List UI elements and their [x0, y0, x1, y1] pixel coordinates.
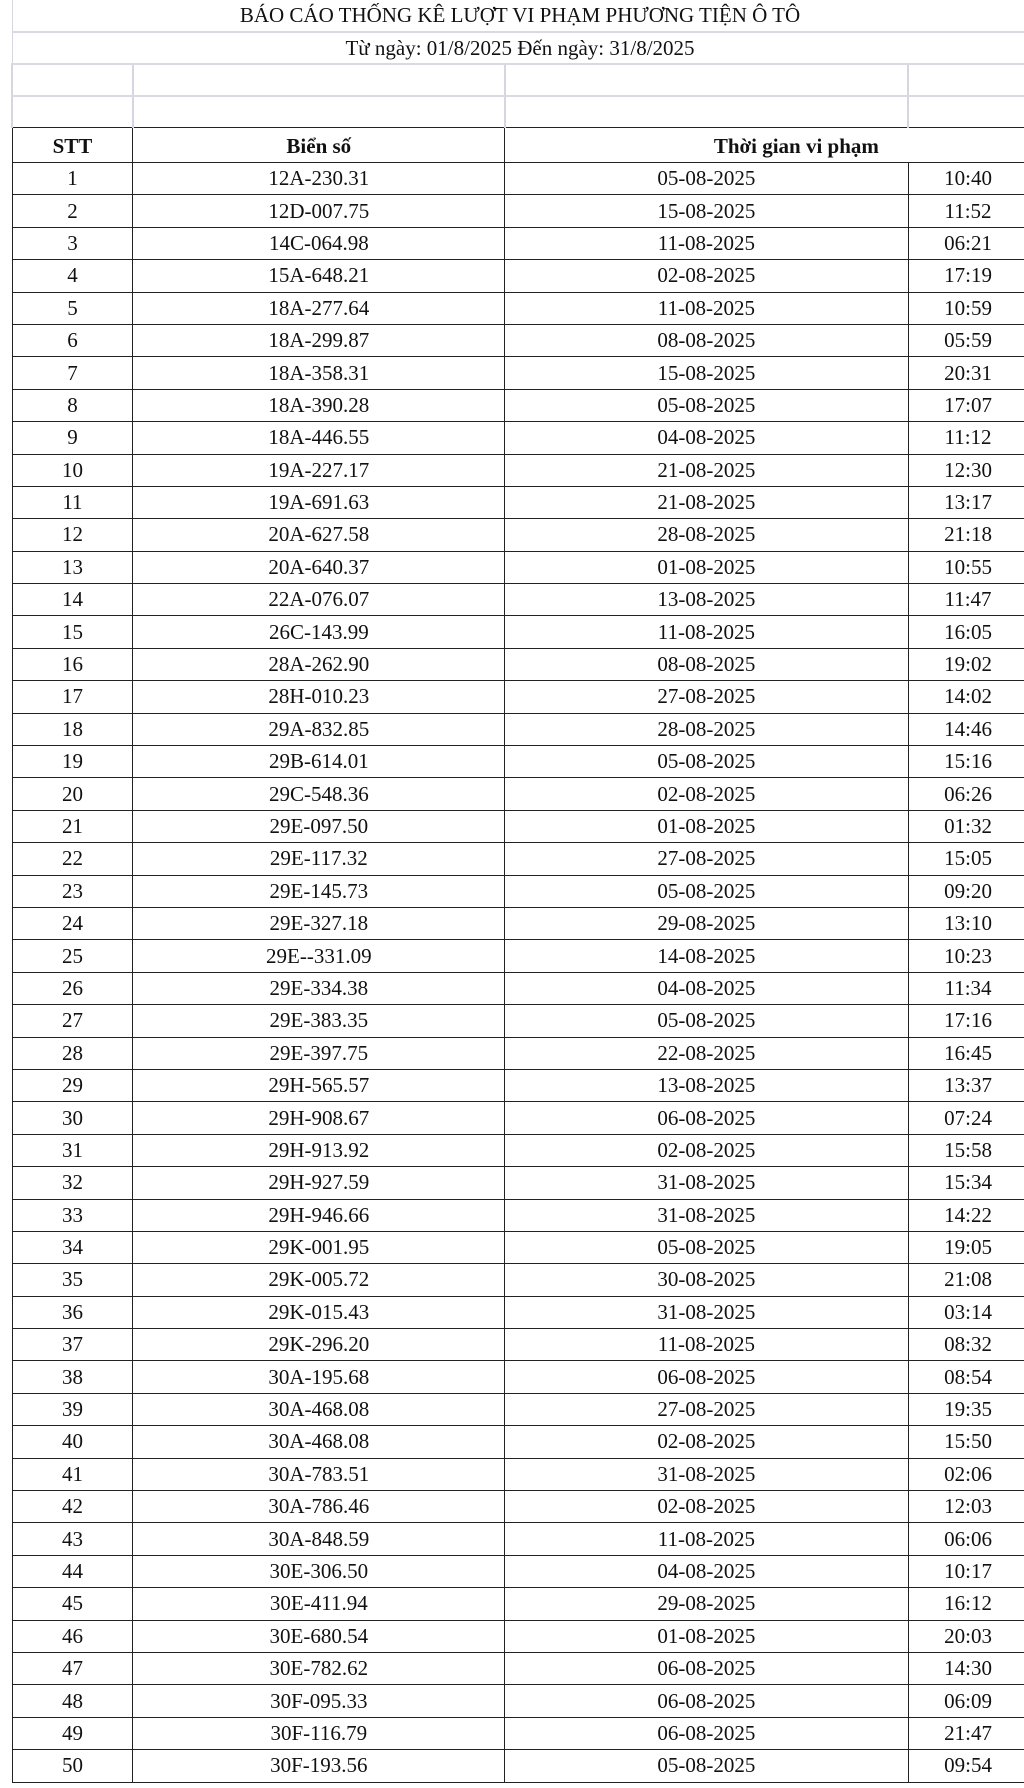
table-row	[12, 648, 1024, 680]
row-plate-cell[interactable]: 29E-334.38	[133, 972, 505, 1004]
table-row	[12, 1329, 1024, 1361]
row-stt-cell[interactable]: 23	[12, 875, 133, 907]
row-date-cell[interactable]: 06-08-2025	[505, 1361, 908, 1393]
table-row	[12, 1652, 1024, 1684]
row-time-cell[interactable]: 11:47	[908, 584, 1024, 616]
row-date-cell[interactable]: 02-08-2025	[505, 260, 908, 292]
row-plate-cell[interactable]: 18A-277.64	[133, 292, 505, 324]
row-time-cell[interactable]: 10:17	[908, 1555, 1024, 1587]
row-plate-cell[interactable]: 28H-010.23	[133, 681, 505, 713]
row-stt-cell[interactable]: 44	[12, 1555, 133, 1587]
table-row	[12, 227, 1024, 259]
row-plate-cell[interactable]: 29K-001.95	[133, 1231, 505, 1263]
row-date-cell[interactable]: 31-08-2025	[505, 1199, 908, 1231]
row-time-cell[interactable]: 11:34	[908, 972, 1024, 1004]
table-row	[12, 810, 1024, 842]
row-date-cell[interactable]: 04-08-2025	[505, 422, 908, 454]
table-row	[12, 1523, 1024, 1555]
row-time-cell[interactable]: 16:05	[908, 616, 1024, 648]
row-stt-cell[interactable]: 21	[12, 810, 133, 842]
blank-cell[interactable]	[505, 96, 908, 128]
row-stt-cell[interactable]: 46	[12, 1620, 133, 1652]
row-plate-cell[interactable]: 29H-565.57	[133, 1069, 505, 1101]
blank-cell[interactable]	[133, 96, 505, 128]
row-date-cell[interactable]: 14-08-2025	[505, 940, 908, 972]
row-stt-cell[interactable]: 45	[12, 1588, 133, 1620]
row-time-cell[interactable]: 17:07	[908, 389, 1024, 421]
row-plate-cell[interactable]: 20A-627.58	[133, 519, 505, 551]
row-plate-cell[interactable]: 30A-786.46	[133, 1491, 505, 1523]
row-plate-cell[interactable]: 30E-411.94	[133, 1588, 505, 1620]
row-time-cell[interactable]: 06:26	[908, 778, 1024, 810]
row-plate-cell[interactable]: 29C-548.36	[133, 778, 505, 810]
row-stt-cell[interactable]: 47	[12, 1652, 133, 1684]
row-date-cell[interactable]: 27-08-2025	[505, 1393, 908, 1425]
row-stt-cell[interactable]: 14	[12, 584, 133, 616]
row-plate-cell[interactable]: 29E-327.18	[133, 907, 505, 939]
row-time-cell[interactable]: 17:19	[908, 260, 1024, 292]
row-plate-cell[interactable]: 30A-783.51	[133, 1458, 505, 1490]
row-stt-cell[interactable]: 27	[12, 1005, 133, 1037]
row-plate-cell[interactable]: 30F-095.33	[133, 1685, 505, 1717]
row-stt-cell[interactable]: 20	[12, 778, 133, 810]
table-body	[12, 163, 1024, 1783]
table-row	[12, 551, 1024, 583]
row-time-cell[interactable]: 10:23	[908, 940, 1024, 972]
row-plate-cell[interactable]: 30E-306.50	[133, 1555, 505, 1587]
row-stt-cell[interactable]: 4	[12, 260, 133, 292]
row-plate-cell[interactable]: 29K-005.72	[133, 1264, 505, 1296]
row-date-cell[interactable]: 22-08-2025	[505, 1037, 908, 1069]
row-date-cell[interactable]: 28-08-2025	[505, 713, 908, 745]
row-date-cell[interactable]: 05-08-2025	[505, 163, 908, 195]
row-plate-cell[interactable]: 18A-299.87	[133, 324, 505, 356]
row-stt-cell[interactable]: 25	[12, 940, 133, 972]
table-row	[12, 1458, 1024, 1490]
table-row	[12, 584, 1024, 616]
row-time-cell[interactable]: 05:59	[908, 324, 1024, 356]
table-row	[12, 1361, 1024, 1393]
row-plate-cell[interactable]: 29H-913.92	[133, 1134, 505, 1166]
row-stt-cell[interactable]: 6	[12, 324, 133, 356]
table-row	[12, 1005, 1024, 1037]
row-plate-cell[interactable]: 26C-143.99	[133, 616, 505, 648]
row-stt-cell[interactable]: 39	[12, 1393, 133, 1425]
row-plate-cell[interactable]: 19A-227.17	[133, 454, 505, 486]
row-time-cell[interactable]: 07:24	[908, 1102, 1024, 1134]
header-stt: STT	[12, 128, 133, 163]
table-row	[12, 843, 1024, 875]
row-time-cell[interactable]: 02:06	[908, 1458, 1024, 1490]
blank-row	[12, 64, 1024, 96]
row-stt-cell[interactable]: 5	[12, 292, 133, 324]
row-time-cell[interactable]: 14:02	[908, 681, 1024, 713]
row-time-cell[interactable]: 21:18	[908, 519, 1024, 551]
row-plate-cell[interactable]: 28A-262.90	[133, 648, 505, 680]
row-plate-cell[interactable]: 29E-397.75	[133, 1037, 505, 1069]
row-time-cell[interactable]: 11:52	[908, 195, 1024, 227]
row-time-cell[interactable]: 09:54	[908, 1750, 1024, 1782]
row-date-cell[interactable]: 02-08-2025	[505, 778, 908, 810]
row-stt-cell[interactable]: 16	[12, 648, 133, 680]
row-plate-cell[interactable]: 29E--331.09	[133, 940, 505, 972]
row-time-cell[interactable]: 06:06	[908, 1523, 1024, 1555]
row-plate-cell[interactable]: 18A-358.31	[133, 357, 505, 389]
row-plate-cell[interactable]: 14C-064.98	[133, 227, 505, 259]
row-plate-cell[interactable]: 29A-832.85	[133, 713, 505, 745]
row-date-cell[interactable]: 30-08-2025	[505, 1264, 908, 1296]
row-time-cell[interactable]: 15:58	[908, 1134, 1024, 1166]
table-row	[12, 746, 1024, 778]
row-time-cell[interactable]: 15:50	[908, 1426, 1024, 1458]
row-stt-cell[interactable]: 38	[12, 1361, 133, 1393]
row-date-cell[interactable]: 13-08-2025	[505, 584, 908, 616]
table-row	[12, 616, 1024, 648]
row-stt-cell[interactable]: 24	[12, 907, 133, 939]
row-date-cell[interactable]: 01-08-2025	[505, 551, 908, 583]
row-stt-cell[interactable]: 35	[12, 1264, 133, 1296]
row-date-cell[interactable]: 31-08-2025	[505, 1167, 908, 1199]
row-plate-cell[interactable]: 30A-195.68	[133, 1361, 505, 1393]
table-row	[12, 519, 1024, 551]
table-row	[12, 454, 1024, 486]
row-time-cell[interactable]: 14:46	[908, 713, 1024, 745]
row-stt-cell[interactable]: 3	[12, 227, 133, 259]
row-date-cell[interactable]: 01-08-2025	[505, 810, 908, 842]
row-date-cell[interactable]: 13-08-2025	[505, 1069, 908, 1101]
row-plate-cell[interactable]: 29K-015.43	[133, 1296, 505, 1328]
row-date-cell[interactable]: 31-08-2025	[505, 1458, 908, 1490]
row-plate-cell[interactable]: 19A-691.63	[133, 486, 505, 518]
table-row	[12, 1037, 1024, 1069]
table-row	[12, 195, 1024, 227]
row-time-cell[interactable]: 17:16	[908, 1005, 1024, 1037]
row-time-cell[interactable]: 12:03	[908, 1491, 1024, 1523]
row-date-cell[interactable]: 21-08-2025	[505, 454, 908, 486]
row-time-cell[interactable]: 14:30	[908, 1652, 1024, 1684]
blank-row	[12, 96, 1024, 128]
table-row	[12, 324, 1024, 356]
row-stt-cell[interactable]: 7	[12, 357, 133, 389]
row-time-cell[interactable]: 13:17	[908, 486, 1024, 518]
row-plate-cell[interactable]: 29K-296.20	[133, 1329, 505, 1361]
row-plate-cell[interactable]: 22A-076.07	[133, 584, 505, 616]
row-date-cell[interactable]: 27-08-2025	[505, 843, 908, 875]
row-stt-cell[interactable]: 37	[12, 1329, 133, 1361]
row-date-cell[interactable]: 31-08-2025	[505, 1296, 908, 1328]
row-plate-cell[interactable]: 29H-927.59	[133, 1167, 505, 1199]
row-plate-cell[interactable]: 30A-848.59	[133, 1523, 505, 1555]
blank-cell[interactable]	[12, 64, 133, 96]
table-row	[12, 389, 1024, 421]
row-time-cell[interactable]: 21:08	[908, 1264, 1024, 1296]
row-date-cell[interactable]: 04-08-2025	[505, 1555, 908, 1587]
header-plate: Biển số	[133, 128, 505, 163]
row-date-cell[interactable]: 21-08-2025	[505, 486, 908, 518]
table-row	[12, 1102, 1024, 1134]
row-time-cell[interactable]: 14:22	[908, 1199, 1024, 1231]
row-stt-cell[interactable]: 31	[12, 1134, 133, 1166]
row-time-cell[interactable]: 08:54	[908, 1361, 1024, 1393]
row-date-cell[interactable]: 29-08-2025	[505, 1588, 908, 1620]
blank-cell[interactable]	[908, 64, 1024, 96]
table-row	[12, 1588, 1024, 1620]
row-date-cell[interactable]: 29-08-2025	[505, 907, 908, 939]
row-date-cell[interactable]: 05-08-2025	[505, 1005, 908, 1037]
row-stt-cell[interactable]: 42	[12, 1491, 133, 1523]
blank-cell[interactable]	[133, 64, 505, 96]
row-date-cell[interactable]: 04-08-2025	[505, 972, 908, 1004]
row-stt-cell[interactable]: 49	[12, 1717, 133, 1749]
row-stt-cell[interactable]: 28	[12, 1037, 133, 1069]
blank-cell[interactable]	[505, 64, 908, 96]
row-date-cell[interactable]: 01-08-2025	[505, 1620, 908, 1652]
row-date-cell[interactable]: 11-08-2025	[505, 1523, 908, 1555]
table-row	[12, 1750, 1024, 1782]
table-row	[12, 1717, 1024, 1749]
row-time-cell[interactable]: 19:05	[908, 1231, 1024, 1263]
row-time-cell[interactable]: 21:47	[908, 1717, 1024, 1749]
row-date-cell[interactable]: 28-08-2025	[505, 519, 908, 551]
table-row	[12, 422, 1024, 454]
report-title: BÁO CÁO THỐNG KÊ LƯỢT VI PHẠM PHƯƠNG TIỆN Ô TÔ	[12, 0, 1024, 32]
row-plate-cell[interactable]: 18A-446.55	[133, 422, 505, 454]
row-time-cell[interactable]: 15:05	[908, 843, 1024, 875]
row-plate-cell[interactable]: 30A-468.08	[133, 1393, 505, 1425]
row-plate-cell[interactable]: 20A-640.37	[133, 551, 505, 583]
row-date-cell[interactable]: 15-08-2025	[505, 357, 908, 389]
row-time-cell[interactable]: 08:32	[908, 1329, 1024, 1361]
row-plate-cell[interactable]: 12D-007.75	[133, 195, 505, 227]
row-time-cell[interactable]: 11:12	[908, 422, 1024, 454]
row-time-cell[interactable]: 03:14	[908, 1296, 1024, 1328]
table-row	[12, 163, 1024, 195]
row-time-cell[interactable]: 09:20	[908, 875, 1024, 907]
row-stt-cell[interactable]: 34	[12, 1231, 133, 1263]
table-row	[12, 1296, 1024, 1328]
row-date-cell[interactable]: 27-08-2025	[505, 681, 908, 713]
row-stt-cell[interactable]: 17	[12, 681, 133, 713]
row-date-cell[interactable]: 11-08-2025	[505, 616, 908, 648]
row-time-cell[interactable]: 06:21	[908, 227, 1024, 259]
row-stt-cell[interactable]: 11	[12, 486, 133, 518]
row-date-cell[interactable]: 11-08-2025	[505, 1329, 908, 1361]
table-row	[12, 1069, 1024, 1101]
row-time-cell[interactable]: 10:55	[908, 551, 1024, 583]
row-stt-cell[interactable]: 43	[12, 1523, 133, 1555]
row-time-cell[interactable]: 01:32	[908, 810, 1024, 842]
table-row	[12, 681, 1024, 713]
row-stt-cell[interactable]: 48	[12, 1685, 133, 1717]
row-stt-cell[interactable]: 50	[12, 1750, 133, 1782]
row-stt-cell[interactable]: 10	[12, 454, 133, 486]
row-date-cell[interactable]: 11-08-2025	[505, 292, 908, 324]
table-row	[12, 486, 1024, 518]
table-row	[12, 1264, 1024, 1296]
table-row	[12, 1491, 1024, 1523]
row-plate-cell[interactable]: 30A-468.08	[133, 1426, 505, 1458]
row-date-cell[interactable]: 08-08-2025	[505, 648, 908, 680]
row-plate-cell[interactable]: 29H-946.66	[133, 1199, 505, 1231]
row-plate-cell[interactable]: 29E-383.35	[133, 1005, 505, 1037]
row-stt-cell[interactable]: 40	[12, 1426, 133, 1458]
table-row	[12, 1231, 1024, 1263]
row-stt-cell[interactable]: 15	[12, 616, 133, 648]
blank-cell[interactable]	[908, 96, 1024, 128]
row-time-cell[interactable]: 12:30	[908, 454, 1024, 486]
row-time-cell[interactable]: 15:34	[908, 1167, 1024, 1199]
table-row	[12, 778, 1024, 810]
row-time-cell[interactable]: 20:31	[908, 357, 1024, 389]
row-stt-cell[interactable]: 33	[12, 1199, 133, 1231]
row-date-cell[interactable]: 02-08-2025	[505, 1134, 908, 1166]
row-plate-cell[interactable]: 30E-782.62	[133, 1652, 505, 1684]
row-date-cell[interactable]: 02-08-2025	[505, 1491, 908, 1523]
table-row	[12, 1393, 1024, 1425]
row-time-cell[interactable]: 13:37	[908, 1069, 1024, 1101]
row-time-cell[interactable]: 16:45	[908, 1037, 1024, 1069]
row-time-cell[interactable]: 19:35	[908, 1393, 1024, 1425]
row-plate-cell[interactable]: 30F-116.79	[133, 1717, 505, 1749]
table-header-row	[12, 128, 1024, 163]
row-stt-cell[interactable]: 19	[12, 746, 133, 778]
row-time-cell[interactable]: 15:16	[908, 746, 1024, 778]
row-time-cell[interactable]: 10:40	[908, 163, 1024, 195]
row-date-cell[interactable]: 06-08-2025	[505, 1717, 908, 1749]
row-stt-cell[interactable]: 12	[12, 519, 133, 551]
row-stt-cell[interactable]: 41	[12, 1458, 133, 1490]
table-row	[12, 260, 1024, 292]
row-stt-cell[interactable]: 32	[12, 1167, 133, 1199]
blank-cell[interactable]	[12, 96, 133, 128]
table-row	[12, 1199, 1024, 1231]
row-plate-cell[interactable]: 18A-390.28	[133, 389, 505, 421]
row-date-cell[interactable]: 08-08-2025	[505, 324, 908, 356]
table-row	[12, 1134, 1024, 1166]
row-time-cell[interactable]: 13:10	[908, 907, 1024, 939]
row-plate-cell[interactable]: 29E-097.50	[133, 810, 505, 842]
row-plate-cell[interactable]: 15A-648.21	[133, 260, 505, 292]
table-row	[12, 1620, 1024, 1652]
row-plate-cell[interactable]: 29E-117.32	[133, 843, 505, 875]
row-stt-cell[interactable]: 9	[12, 422, 133, 454]
row-plate-cell[interactable]: 12A-230.31	[133, 163, 505, 195]
row-date-cell[interactable]: 11-08-2025	[505, 227, 908, 259]
row-plate-cell[interactable]: 30F-193.56	[133, 1750, 505, 1782]
row-date-cell[interactable]: 06-08-2025	[505, 1102, 908, 1134]
row-date-cell[interactable]: 05-08-2025	[505, 1750, 908, 1782]
report-date-range: Từ ngày: 01/8/2025 Đến ngày: 31/8/2025	[12, 32, 1024, 64]
table-row	[12, 1685, 1024, 1717]
row-stt-cell[interactable]: 18	[12, 713, 133, 745]
row-time-cell[interactable]: 20:03	[908, 1620, 1024, 1652]
row-stt-cell[interactable]: 29	[12, 1069, 133, 1101]
table-row	[12, 940, 1024, 972]
table-row	[12, 713, 1024, 745]
title-row	[12, 0, 1024, 32]
row-date-cell[interactable]: 02-08-2025	[505, 1426, 908, 1458]
table-row	[12, 907, 1024, 939]
table-row	[12, 875, 1024, 907]
row-date-cell[interactable]: 06-08-2025	[505, 1652, 908, 1684]
row-stt-cell[interactable]: 36	[12, 1296, 133, 1328]
table-row	[12, 292, 1024, 324]
violation-report-table	[11, 0, 1024, 1783]
row-date-cell[interactable]: 05-08-2025	[505, 1231, 908, 1263]
row-stt-cell[interactable]: 30	[12, 1102, 133, 1134]
row-time-cell[interactable]: 16:12	[908, 1588, 1024, 1620]
row-plate-cell[interactable]: 29H-908.67	[133, 1102, 505, 1134]
table-row	[12, 357, 1024, 389]
row-stt-cell[interactable]: 13	[12, 551, 133, 583]
table-row	[12, 972, 1024, 1004]
row-time-cell[interactable]: 19:02	[908, 648, 1024, 680]
row-plate-cell[interactable]: 29E-145.73	[133, 875, 505, 907]
subtitle-row	[12, 32, 1024, 64]
row-time-cell[interactable]: 06:09	[908, 1685, 1024, 1717]
row-stt-cell[interactable]: 8	[12, 389, 133, 421]
row-date-cell[interactable]: 06-08-2025	[505, 1685, 908, 1717]
table-row	[12, 1555, 1024, 1587]
row-time-cell[interactable]: 10:59	[908, 292, 1024, 324]
table-row	[12, 1167, 1024, 1199]
row-stt-cell[interactable]: 26	[12, 972, 133, 1004]
row-stt-cell[interactable]: 1	[12, 163, 133, 195]
row-plate-cell[interactable]: 29B-614.01	[133, 746, 505, 778]
row-date-cell[interactable]: 05-08-2025	[505, 746, 908, 778]
table-row	[12, 1426, 1024, 1458]
row-date-cell[interactable]: 15-08-2025	[505, 195, 908, 227]
header-violation-time: Thời gian vi phạm	[505, 128, 1024, 163]
row-plate-cell[interactable]: 30E-680.54	[133, 1620, 505, 1652]
row-date-cell[interactable]: 05-08-2025	[505, 389, 908, 421]
row-stt-cell[interactable]: 22	[12, 843, 133, 875]
row-stt-cell[interactable]: 2	[12, 195, 133, 227]
row-date-cell[interactable]: 05-08-2025	[505, 875, 908, 907]
